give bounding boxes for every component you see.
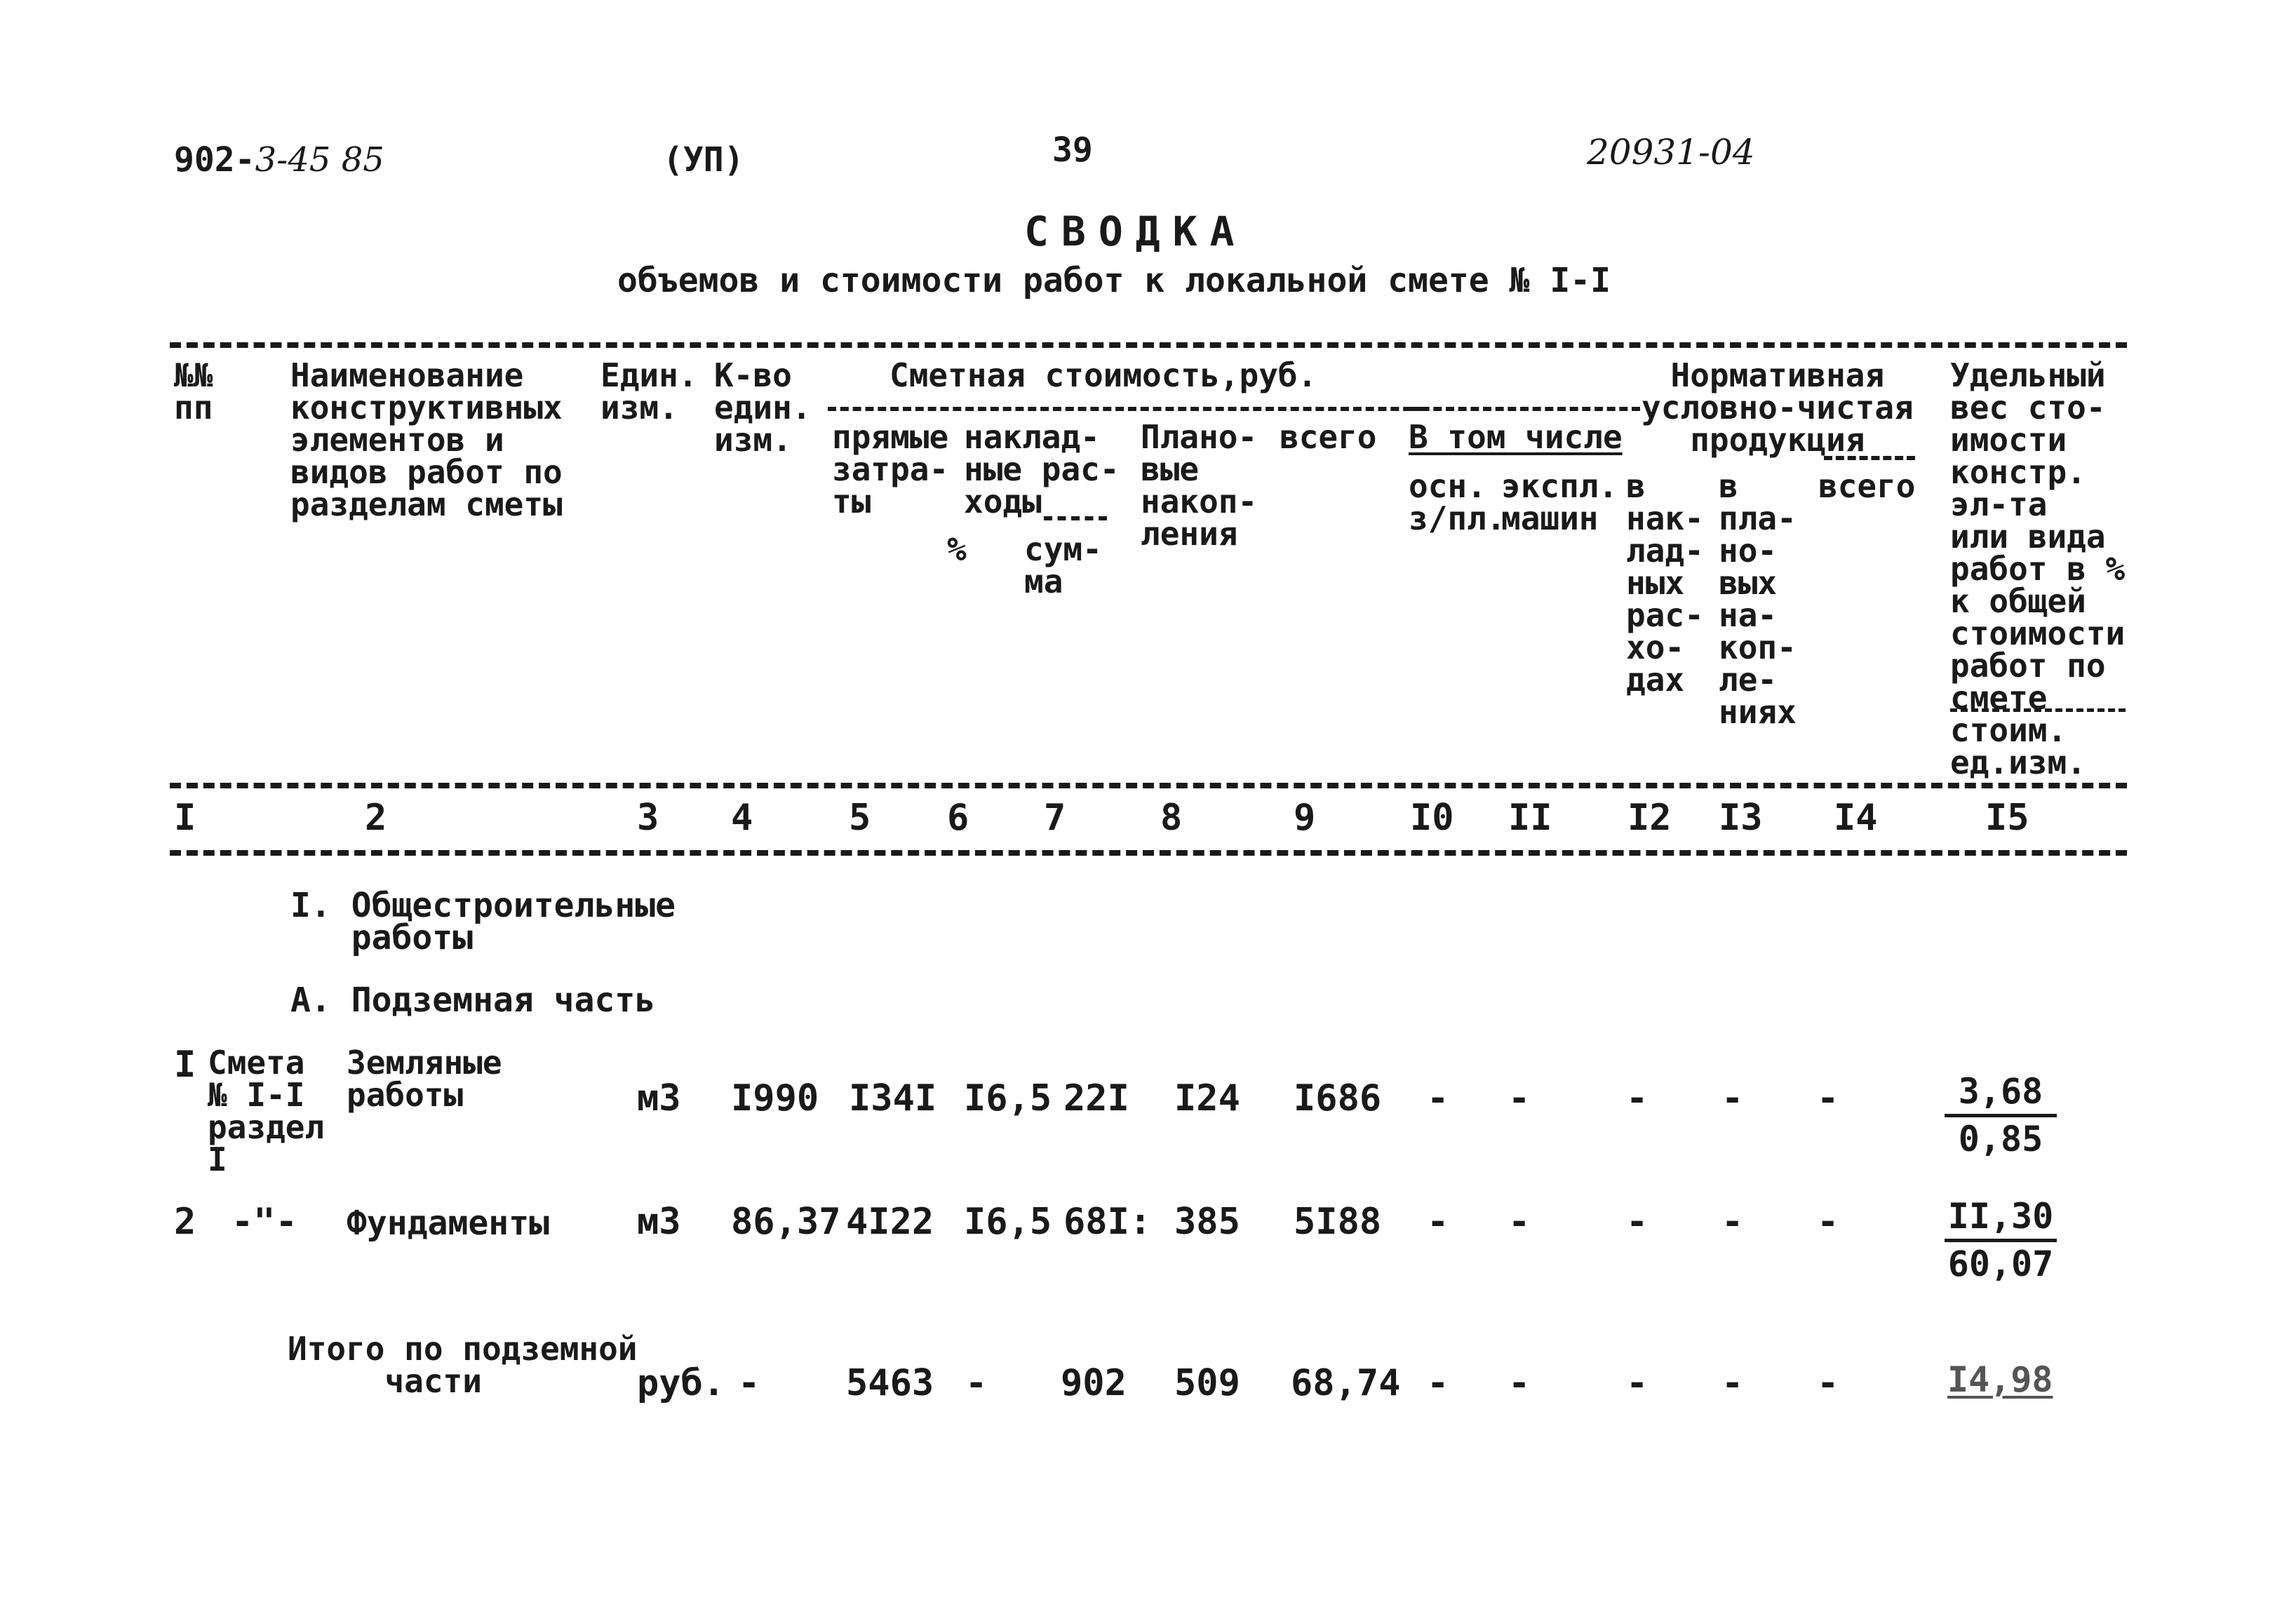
col-number-9: 9: [1294, 797, 1316, 839]
row-share-fraction: [1945, 1072, 2057, 1161]
col-number-10: I0: [1410, 797, 1454, 839]
total-quantity: -: [738, 1362, 760, 1404]
total-share-percent: I4,98: [1947, 1359, 2053, 1400]
row-estimate-ref: Смета № I-I раздел I: [208, 1044, 325, 1178]
total-normative-total: -: [1817, 1362, 1839, 1404]
inventory-number: 20931-04: [1587, 132, 1755, 173]
col-header-share: Удельный вес сто- имости констр. эл-та или вида работ в % к общей стоимости работ по смете: [1950, 356, 2126, 717]
row-quantity: I990: [731, 1077, 819, 1119]
col-header-machines: экспл. машин: [1501, 467, 1618, 537]
col-number-8: 8: [1160, 797, 1183, 839]
row-number: I: [174, 1044, 196, 1086]
col-number-5: 5: [849, 797, 871, 839]
col-number-11: II: [1508, 797, 1552, 839]
total-machines: -: [1508, 1362, 1531, 1404]
row-share-percent: 3,68: [1945, 1072, 2057, 1117]
col-number-3: 3: [637, 797, 659, 839]
col-header-total: всего: [1280, 418, 1377, 456]
row-name: Фундаменты: [347, 1204, 549, 1243]
cost-group-rule: [828, 407, 1424, 411]
row-normative-overhead: -: [1626, 1077, 1649, 1119]
document-code: [174, 140, 384, 180]
row-unit-cost: 60,07: [1947, 1244, 2054, 1284]
row-direct-costs: I34I: [849, 1077, 937, 1119]
col-number-15: I5: [1985, 797, 2029, 839]
row-share-fraction: [1945, 1197, 2057, 1286]
col-header-planned-savings: Плано- вые накоп- ления: [1141, 418, 1258, 553]
total-planned-savings: 509: [1174, 1362, 1240, 1404]
col-number-12: I2: [1627, 797, 1672, 839]
col-header-cost-group: Сметная стоимость,руб.: [889, 356, 1317, 394]
row-unit-cost: 0,85: [1958, 1119, 2043, 1159]
row-estimate-ref: -"-: [231, 1201, 297, 1243]
row-planned-savings: I24: [1174, 1077, 1240, 1119]
row-number: 2: [174, 1201, 196, 1243]
page-title: СВОДКА: [1024, 208, 1247, 255]
header-bottom-rule: [170, 783, 2127, 788]
col-header-in-overhead: в нак- лад- ных рас- хо- дах: [1626, 467, 1704, 699]
normative-tail-rule: [1824, 456, 1915, 460]
row-normative-total: -: [1817, 1077, 1839, 1119]
col-header-name: Наименование конструктивных элементов и видов работ по разделам сметы: [290, 356, 563, 523]
row-direct-costs: 4I22: [846, 1201, 934, 1243]
col-header-overhead-percent: %: [947, 530, 967, 568]
col-header-quantity: К-во един. изм.: [714, 356, 812, 459]
col-header-in-planned: в пла- но- вых на- коп- ле- ниях: [1719, 467, 1797, 731]
section-title: I. Общестроительные работы: [290, 886, 676, 957]
column-numbers-bottom-rule: [170, 850, 2127, 856]
col-header-normative-total: всего: [1818, 467, 1916, 505]
col-header-unit: Един. изм.: [600, 356, 698, 426]
col-number-4: 4: [731, 797, 753, 839]
total-basic-wage: -: [1427, 1362, 1449, 1404]
col-header-overhead-group: наклад- ные рас- ходы: [964, 418, 1120, 520]
total-overhead-percent: -: [965, 1362, 988, 1404]
total-normative-overhead: -: [1626, 1362, 1649, 1404]
row-share-percent: II,30: [1945, 1197, 2057, 1242]
normative-lead-rule: [1409, 407, 1640, 411]
row-planned-savings: 385: [1174, 1201, 1240, 1243]
stage-label: (УП): [663, 140, 744, 180]
row-total: I686: [1294, 1077, 1382, 1119]
col-header-normative-group: Нормативная условно-чистая продукция: [1642, 356, 1914, 459]
total-label: Итого по подземной части: [288, 1330, 638, 1400]
col-header-overhead-sum: сум- ма: [1024, 530, 1102, 600]
col-header-basic-wage: осн. з/пл.: [1409, 467, 1506, 537]
col-header-unit-cost: стоим. ед.изм.: [1950, 711, 2086, 781]
col-header-direct-costs: прямые затра- ты: [832, 418, 949, 520]
col-number-6: 6: [947, 797, 969, 839]
row-overhead-percent: I6,5: [964, 1077, 1052, 1119]
row-overhead-sum: 68I:: [1063, 1201, 1152, 1243]
document-code-handwritten: 3-45 85: [255, 140, 384, 180]
col-number-1: I: [174, 797, 196, 839]
row-overhead-sum: 22I: [1063, 1077, 1129, 1119]
row-basic-wage: -: [1427, 1077, 1449, 1119]
col-header-number: №№ пп: [174, 356, 213, 426]
subsection-title: А. Подземная часть: [290, 981, 656, 1020]
row-normative-planned: -: [1721, 1201, 1744, 1243]
row-normative-total: -: [1817, 1201, 1839, 1243]
row-total: 5I88: [1294, 1201, 1382, 1243]
total-sum: 68,74: [1291, 1362, 1401, 1404]
total-overhead-sum: 902: [1061, 1362, 1127, 1404]
col-number-7: 7: [1044, 797, 1066, 839]
total-unit: руб.: [637, 1362, 725, 1404]
total-direct-costs: 5463: [846, 1362, 934, 1404]
page-subtitle: объемов и стоимости работ к локальной смете № I-I: [617, 261, 1611, 300]
row-machines: -: [1508, 1201, 1531, 1243]
row-normative-overhead: -: [1626, 1201, 1649, 1243]
col-number-14: I4: [1834, 797, 1878, 839]
row-basic-wage: -: [1427, 1201, 1449, 1243]
row-normative-planned: -: [1721, 1077, 1744, 1119]
document-code-printed: 902-: [174, 140, 255, 180]
row-overhead-percent: I6,5: [964, 1201, 1052, 1243]
overhead-group-rule: [1044, 516, 1107, 520]
total-normative-planned: -: [1721, 1362, 1744, 1404]
row-name: Земляные работы: [347, 1044, 502, 1114]
col-number-2: 2: [365, 797, 387, 839]
row-machines: -: [1508, 1077, 1531, 1119]
row-unit: м3: [637, 1077, 681, 1119]
col-header-including-group: В том числе: [1409, 418, 1623, 456]
row-quantity: 86,37: [731, 1201, 841, 1243]
col-number-13: I3: [1719, 797, 1763, 839]
table-top-rule: [170, 342, 2127, 348]
page-number: 39: [1052, 130, 1093, 170]
row-unit: м3: [637, 1201, 681, 1243]
